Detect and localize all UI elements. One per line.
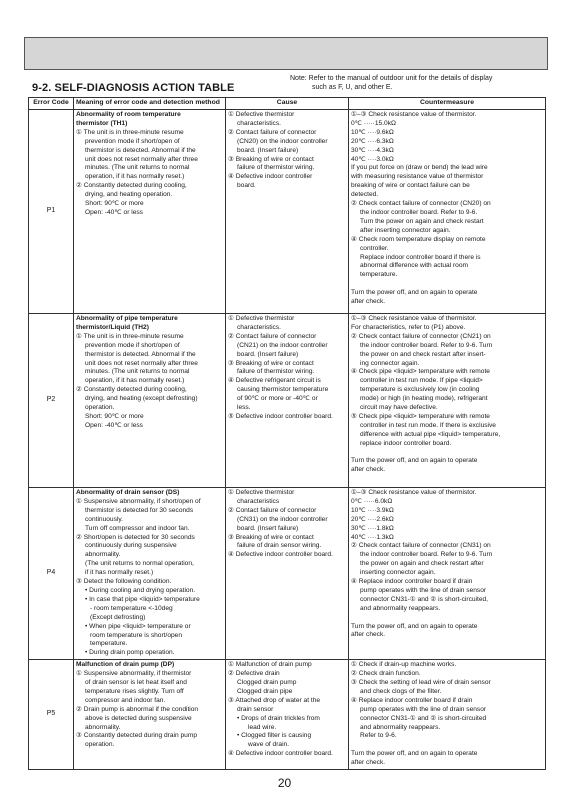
text-line: ② Contact failure of connector bbox=[228, 506, 317, 514]
text-line: ② Drain pump is abnormal if the condition bbox=[76, 705, 199, 713]
text-line: • In case that pipe <liquid> temperature bbox=[85, 595, 200, 603]
text-line: after check. bbox=[351, 631, 386, 639]
line-spacer bbox=[351, 741, 543, 750]
text-line: pump operates with the line of drain sensor bbox=[360, 586, 487, 594]
cause-cell bbox=[226, 110, 349, 314]
text-line: minutes. (The unit returns to normal bbox=[85, 164, 190, 172]
text-line: and check clogs of the filter. bbox=[360, 687, 442, 695]
text-line: temperature is exclusively low (in cooling bbox=[360, 386, 480, 394]
text-line: 0℃ ·····15.0kΩ bbox=[351, 119, 396, 127]
text-line: detected. bbox=[351, 191, 379, 199]
text-line: after inserting connector again. bbox=[360, 226, 451, 234]
text-line: board. (Insert failure) bbox=[237, 524, 299, 532]
table-row bbox=[29, 488, 546, 660]
text-line: ① Suspensive abnormality, if thermistor bbox=[76, 670, 192, 678]
text-line: compressor and indoor fan. bbox=[85, 696, 166, 704]
line-spacer bbox=[351, 449, 543, 458]
text-line: ② Short/open is detected for 30 seconds bbox=[76, 533, 195, 541]
text-line: (CN20) on the indoor controller bbox=[237, 137, 328, 145]
text-line: ③ Detect the following condition. bbox=[76, 578, 172, 586]
text-line: wave of drain. bbox=[248, 741, 290, 749]
header-error-code: Error Code bbox=[29, 98, 74, 110]
text-line: If you put force on (draw or bend) the lead wire bbox=[351, 164, 488, 172]
meaning-cell bbox=[74, 314, 226, 488]
note-line: Note: Refer to the manual of outdoor unit for the details of display bbox=[290, 75, 493, 82]
section-title: 9-2. SELF-DIAGNOSIS ACTION TABLE bbox=[32, 82, 235, 94]
text-line: Turn the power off, and on again to operate bbox=[351, 289, 478, 297]
error-code: P4 bbox=[29, 488, 74, 660]
countermeasure-cell bbox=[349, 314, 546, 488]
text-line: • Drops of drain trickles from bbox=[237, 714, 320, 722]
header-countermeasure: Countermeasure bbox=[349, 98, 546, 110]
text-line: ① Suspensive abnormality, if short/open of bbox=[76, 497, 201, 505]
text-line: after check. bbox=[351, 759, 386, 767]
text-line: unit does not reset normally after three bbox=[85, 155, 198, 163]
meaning-cell bbox=[74, 488, 226, 660]
text-line: with measuring resistance value of thermistor bbox=[351, 173, 484, 181]
text-line: thermistor is detected for 30 seconds bbox=[85, 506, 194, 514]
header-meaning: Meaning of error code and detection method bbox=[74, 98, 226, 110]
text-line: lead wire. bbox=[248, 723, 277, 731]
text-line: thermistor is detected. Abnormal if the bbox=[85, 350, 196, 358]
text-line: the indoor controller board. Refer to 9-6. Turn bbox=[360, 341, 493, 349]
text-line: • When pipe <liquid> temperature or bbox=[85, 622, 191, 630]
cause-cell bbox=[226, 660, 349, 770]
text-line: Malfunction of drain pump (DP) bbox=[76, 661, 175, 669]
text-line: drain sensor bbox=[237, 705, 274, 713]
cause-cell bbox=[226, 488, 349, 660]
header-cause: Cause bbox=[226, 98, 349, 110]
text-line: ② Defective drain bbox=[228, 670, 280, 678]
text-line: continuously during suspensive bbox=[85, 542, 177, 550]
text-line: ② Contact failure of connector bbox=[228, 128, 317, 136]
text-line: 0℃ ·····6.0kΩ bbox=[351, 497, 393, 505]
text-line: controller in test run mode. If there is exclusive bbox=[360, 421, 496, 429]
header-band bbox=[24, 37, 548, 70]
text-line: Abnormality of room temperature bbox=[76, 111, 181, 118]
text-line: 20℃ ····6.3kΩ bbox=[351, 137, 394, 145]
note-line: such as F, U, and other E. bbox=[312, 84, 393, 91]
table-body bbox=[29, 110, 546, 770]
text-line: connector CN31-① and ② is short-circuited, bbox=[360, 595, 488, 603]
text-line: ③ Constantly detected during drain pump bbox=[76, 732, 198, 740]
meaning-cell bbox=[74, 110, 226, 314]
text-line: prevention mode if short/open of bbox=[85, 137, 180, 145]
cause-cell bbox=[226, 314, 349, 488]
text-line: ② Contact failure of connector bbox=[228, 332, 317, 340]
text-line: less. bbox=[237, 404, 251, 412]
text-line: abnormal difference with actual room bbox=[360, 262, 468, 270]
text-line: 10℃ ····3.9kΩ bbox=[351, 506, 394, 514]
text-line: ① Defective thermistor bbox=[228, 315, 295, 322]
text-line: Turn the power off, and on again to operate bbox=[351, 750, 478, 758]
text-line: temperature. bbox=[360, 271, 398, 279]
text-line: minutes. (The unit returns to normal bbox=[85, 368, 190, 376]
text-line: abnormality. bbox=[85, 551, 121, 559]
text-line: and abnormality reappears. bbox=[360, 723, 441, 731]
text-line: above is detected during suspensive bbox=[85, 714, 192, 722]
text-line: unit does not reset normally after three bbox=[85, 359, 198, 367]
text-line: ④ Check room temperature display on remote bbox=[351, 235, 486, 243]
page-number: 20 bbox=[277, 776, 292, 790]
text-line: room temperature is short/open bbox=[90, 631, 182, 639]
table-row bbox=[29, 660, 546, 770]
text-line: connector CN31-① and ② is short-circuited bbox=[360, 714, 487, 722]
text-line: ② Constantly detected during cooling, bbox=[76, 182, 187, 190]
text-line: mode) or high (in heating mode), refrigerant bbox=[360, 395, 488, 403]
text-line: ④ Check pipe <liquid> temperature with remote bbox=[351, 368, 490, 376]
text-line: operation. bbox=[85, 741, 115, 749]
text-line: Clogged drain pipe bbox=[237, 687, 293, 695]
text-line: ④ Replace indoor controller board if drain bbox=[351, 696, 473, 704]
text-line: ④ Defective indoor controller bbox=[228, 173, 313, 181]
text-line: replace indoor controller board. bbox=[360, 439, 452, 447]
text-line: board. bbox=[237, 182, 256, 190]
text-line: ⑤ Defective indoor controller board. bbox=[228, 412, 333, 420]
text-line: ② Check contact failure of connector (CN31) on bbox=[351, 542, 491, 550]
text-line: ④ Defective indoor controller board. bbox=[228, 551, 333, 559]
text-line: Turn the power on again and check restart bbox=[360, 217, 484, 225]
text-line: operation, if it has normally reset.) bbox=[85, 377, 185, 385]
text-line: Open: -40℃ or less bbox=[85, 208, 143, 216]
countermeasure-cell bbox=[349, 660, 546, 770]
text-line: and abnormality reappears. bbox=[360, 604, 441, 612]
text-line: ① Check if drain-up machine works. bbox=[351, 661, 457, 669]
text-line: thermistor (TH1) bbox=[76, 119, 128, 127]
text-line: ② Check contact failure of connector (CN21) on bbox=[351, 332, 491, 340]
text-line: ② Constantly detected during cooling, bbox=[76, 386, 187, 394]
text-line: ② Check drain function. bbox=[351, 670, 421, 678]
text-line: ③ Attached drop of water at the bbox=[228, 696, 321, 704]
text-line: - room temperature <-10deg bbox=[90, 604, 173, 612]
text-line: board. (Insert failure) bbox=[237, 146, 299, 154]
text-line: ③ Breaking of wire or contact bbox=[228, 533, 314, 541]
text-line: ③ Check the setting of lead wire of drain sensor bbox=[351, 679, 491, 687]
text-line: failure of thermistor wiring. bbox=[237, 368, 315, 376]
text-line: abnormality. bbox=[85, 723, 121, 731]
text-line: inserting connector again. bbox=[360, 569, 436, 577]
text-line: (CN31) on the indoor controller bbox=[237, 515, 328, 523]
text-line: (CN21) on the indoor controller bbox=[237, 341, 328, 349]
text-line: Short: 90℃ or more bbox=[85, 200, 144, 208]
text-line: temperature rises slightly. Turn off bbox=[85, 687, 184, 695]
text-line: thermistor is detected. Abnormal if the bbox=[85, 146, 196, 154]
text-line: ④ Defective refrigerant circuit is bbox=[228, 377, 321, 385]
table-row bbox=[29, 314, 546, 488]
text-line: prevention mode if short/open of bbox=[85, 341, 180, 349]
text-line: Short: 90℃ or more bbox=[85, 412, 144, 420]
text-line: 40℃ ····3.0kΩ bbox=[351, 155, 394, 163]
text-line: ① The unit is in three-minute resume bbox=[76, 128, 184, 136]
text-line: characteristics bbox=[237, 497, 280, 505]
text-line: failure of thermistor wiring. bbox=[237, 164, 315, 172]
text-line: (Except defrosting) bbox=[90, 613, 146, 621]
text-line: Replace indoor controller board if there is bbox=[360, 253, 481, 261]
text-line: characteristics. bbox=[237, 119, 281, 127]
error-code: P1 bbox=[29, 110, 74, 314]
text-line: Abnormality of pipe temperature bbox=[76, 315, 178, 322]
text-line: after check. bbox=[351, 298, 386, 306]
text-line: drying, and heating (except defrosting) bbox=[85, 395, 198, 403]
text-line: the indoor controller board. Refer to 9-6. Turn bbox=[360, 551, 493, 559]
text-line: Turn the power off, and on again to operate bbox=[351, 622, 478, 630]
text-line: operation. bbox=[85, 404, 115, 412]
text-line: ①–③ Check resistance value of thermistor. bbox=[351, 111, 477, 118]
text-line: 40℃ ····1.3kΩ bbox=[351, 533, 394, 541]
text-line: ③ Breaking of wire or contact bbox=[228, 155, 314, 163]
text-line: ①–③ Check resistance value of thermistor. bbox=[351, 489, 477, 496]
text-line: characteristics. bbox=[237, 323, 281, 331]
text-line: For characteristics, refer to (P1) above. bbox=[351, 323, 466, 331]
text-line: breaking of wire or contact failure can be bbox=[351, 182, 470, 190]
text-line: 30℃ ····4.3kΩ bbox=[351, 146, 394, 154]
text-line: board. (Insert failure) bbox=[237, 350, 299, 358]
text-line: • During cooling and drying operation. bbox=[85, 586, 196, 594]
text-line: ①–③ Check resistance value of thermistor. bbox=[351, 315, 477, 322]
line-spacer bbox=[351, 280, 543, 289]
text-line: the indoor controller board. Refer to 9-6. bbox=[360, 208, 478, 216]
text-line: 20℃ ····2.6kΩ bbox=[351, 515, 394, 523]
text-line: controller in test run mode. If pipe <liquid> bbox=[360, 377, 483, 385]
text-line: the power on and check restart after insert- bbox=[360, 350, 486, 358]
text-line: ① Malfunction of drain pump bbox=[228, 661, 312, 669]
text-line: circuit may have defective. bbox=[360, 404, 438, 412]
text-line: ① Defective thermistor bbox=[228, 111, 295, 118]
text-line: ④ Defective indoor controller board. bbox=[228, 750, 333, 758]
text-line: if it has normally reset.) bbox=[85, 569, 154, 577]
countermeasure-cell bbox=[349, 488, 546, 660]
text-line: drying, and heating operation. bbox=[85, 191, 173, 199]
text-line: thermistor/Liquid (TH2) bbox=[76, 323, 149, 331]
text-line: difference with actual pipe <liquid> temperature, bbox=[360, 430, 501, 438]
text-line: temperature. bbox=[90, 640, 128, 648]
self-diagnosis-table bbox=[28, 97, 546, 770]
text-line: failure of drain sensor wiring. bbox=[237, 542, 322, 550]
text-line: pump operates with the line of drain sensor bbox=[360, 705, 487, 713]
text-line: ② Check contact failure of connector (CN20) on bbox=[351, 200, 491, 208]
table-row bbox=[29, 110, 546, 314]
text-line: operation, if it has normally reset.) bbox=[85, 173, 185, 181]
text-line: • During drain pomp operation. bbox=[85, 649, 175, 657]
text-line: Refer to 9-6. bbox=[360, 732, 397, 740]
text-line: 10℃ ····9.6kΩ bbox=[351, 128, 394, 136]
error-code: P5 bbox=[29, 660, 74, 770]
text-line: of drain sensor is let heat itself and bbox=[85, 679, 187, 687]
text-line: ③ Breaking of wire or contact bbox=[228, 359, 314, 367]
text-line: Open: -40℃ or less bbox=[85, 421, 143, 429]
text-line: ① The unit is in three-minute resume bbox=[76, 332, 184, 340]
table-header-row bbox=[29, 98, 546, 110]
text-line: ① Defective thermistor bbox=[228, 489, 295, 496]
line-spacer bbox=[351, 614, 543, 623]
text-line: after check. bbox=[351, 466, 386, 474]
text-line: ing connector again. bbox=[360, 359, 420, 367]
meaning-cell bbox=[74, 660, 226, 770]
text-line: ⑤ Check pipe <liquid> temperature with remote bbox=[351, 412, 490, 420]
text-line: Turn the power off, and on again to operate bbox=[351, 457, 478, 465]
text-line: Clogged drain pump bbox=[237, 679, 297, 687]
text-line: (The unit returns to normal operation, bbox=[85, 560, 194, 568]
reference-note bbox=[290, 74, 540, 92]
text-line: controller. bbox=[360, 244, 389, 252]
text-line: ④ Replace indoor controller board if drain bbox=[351, 578, 473, 586]
text-line: • Clogged filter is causing bbox=[237, 732, 312, 740]
text-line: continuously. bbox=[85, 515, 123, 523]
text-line: Abnormality of drain sensor (DS) bbox=[76, 489, 180, 496]
text-line: Turn off compressor and indoor fan. bbox=[85, 524, 190, 532]
text-line: 30℃ ····1.8kΩ bbox=[351, 524, 394, 532]
text-line: of 90℃ or more or -40℃ or bbox=[237, 395, 318, 403]
error-code: P2 bbox=[29, 314, 74, 488]
countermeasure-cell bbox=[349, 110, 546, 314]
text-line: the power on again and check restart after bbox=[360, 560, 484, 568]
text-line: causing thermistor temperature bbox=[237, 386, 329, 394]
